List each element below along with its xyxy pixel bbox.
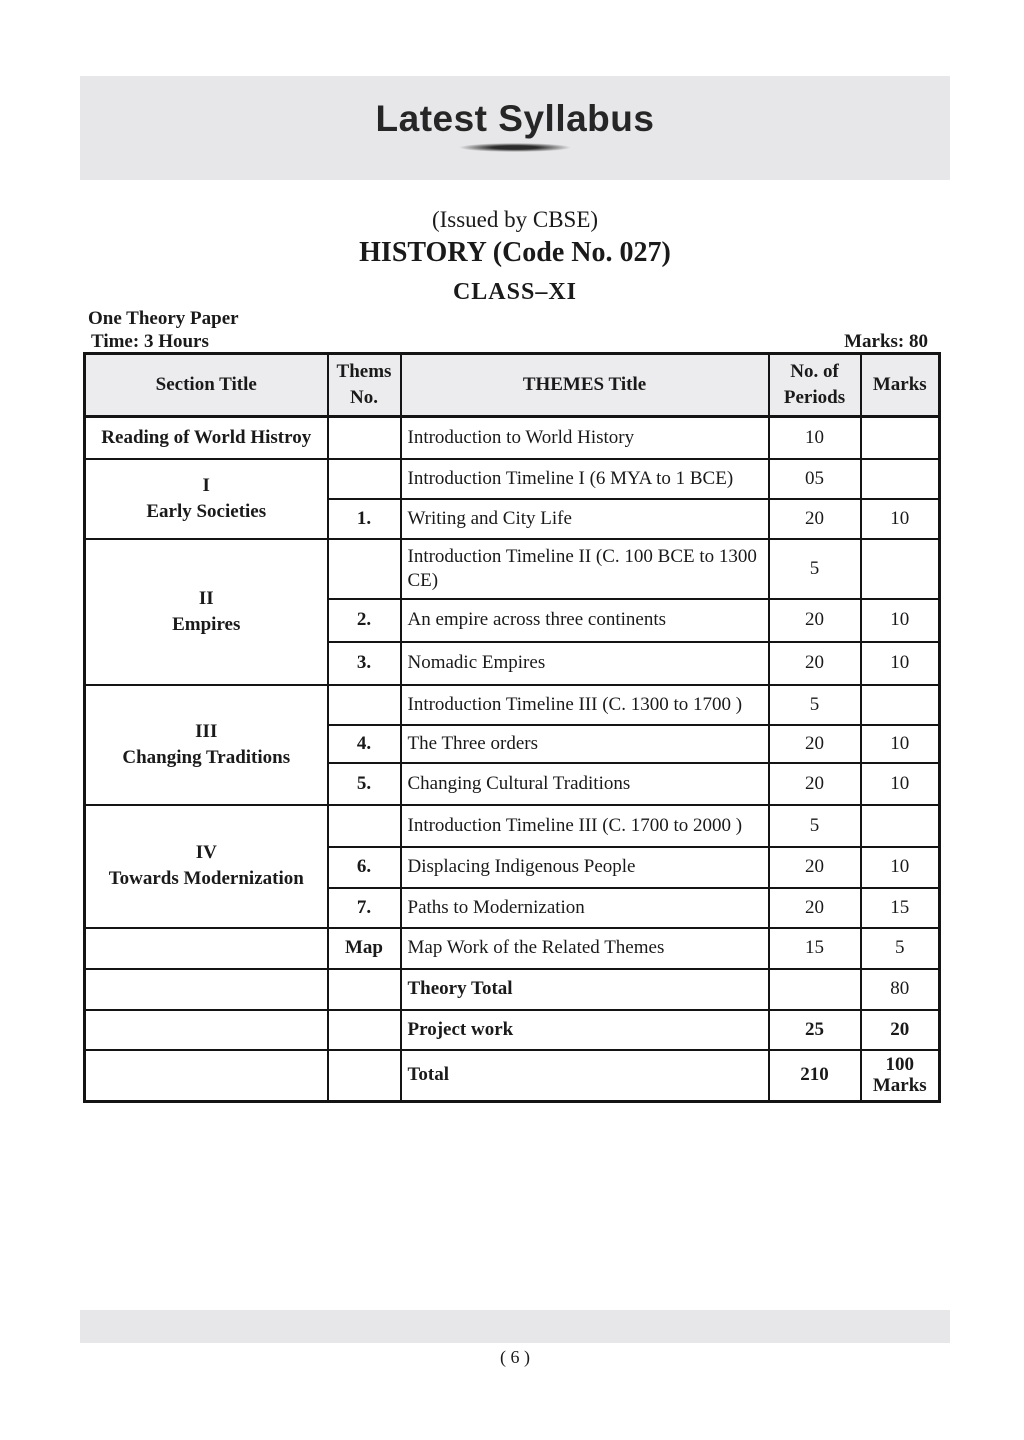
- periods-cell: 20: [769, 763, 861, 805]
- section-number: I: [202, 474, 210, 496]
- thems-no-cell: [328, 459, 401, 499]
- section-cell: [85, 969, 328, 1010]
- col-header-no-of-periods: No. of Periods: [769, 354, 861, 417]
- periods-cell: 20: [769, 599, 861, 642]
- issued-by-line: (Issued by CBSE): [431, 207, 599, 232]
- table-row: [85, 685, 940, 725]
- theme-title-cell: The Three orders: [401, 725, 769, 763]
- time-label: Time: 3 Hours: [91, 331, 209, 352]
- thems-no-cell: [328, 417, 401, 459]
- section-name: Early Societies: [146, 500, 267, 522]
- section-number: IV: [195, 842, 217, 864]
- table-row: [85, 459, 940, 499]
- thems-no-cell: 7.: [328, 888, 401, 928]
- marks-cell: [861, 805, 940, 847]
- banner-underline-decoration: [459, 143, 571, 152]
- marks-cell: 100 Marks: [861, 1050, 940, 1102]
- thems-no-cell: 1.: [328, 499, 401, 539]
- section-number: III: [195, 720, 218, 742]
- table-row: [85, 1050, 940, 1102]
- marks-cell: 10: [861, 642, 940, 685]
- marks-cell: 10: [861, 847, 940, 888]
- theme-title-cell: Writing and City Life: [401, 499, 769, 539]
- theme-title-cell: Introduction Timeline II (C. 100 BCE to 1300 CE): [401, 539, 769, 599]
- table-row: [85, 969, 940, 1010]
- periods-cell: 5: [769, 805, 861, 847]
- thems-no-cell: [328, 969, 401, 1010]
- theme-title-cell: Introduction to World History: [401, 417, 769, 459]
- col-header-themes-title: THEMES Title: [401, 354, 769, 417]
- thems-no-cell: [328, 539, 401, 599]
- section-cell: [85, 685, 328, 805]
- thems-no-cell: 6.: [328, 847, 401, 888]
- marks-label: Marks: 80: [844, 331, 928, 352]
- theme-title-cell: Displacing Indigenous People: [401, 847, 769, 888]
- thems-no-cell: [328, 1050, 401, 1102]
- section-cell: [85, 1010, 328, 1050]
- theme-title-cell: An empire across three continents: [401, 599, 769, 642]
- theme-title-cell: Introduction Timeline I (6 MYA to 1 BCE): [401, 459, 769, 499]
- table-row: [85, 539, 940, 599]
- thems-no-cell: [328, 1010, 401, 1050]
- thems-no-cell: 3.: [328, 642, 401, 685]
- marks-cell: 20: [861, 1010, 940, 1050]
- section-cell: Reading of World Histroy: [85, 417, 328, 459]
- section-cell: [85, 459, 328, 539]
- periods-cell: 20: [769, 847, 861, 888]
- periods-cell: 05: [769, 459, 861, 499]
- thems-no-cell: 4.: [328, 725, 401, 763]
- section-name: Empires: [172, 613, 241, 635]
- marks-cell: 80: [861, 969, 940, 1010]
- syllabus-table: [83, 352, 941, 1103]
- theme-title-cell: Map Work of the Related Themes: [401, 928, 769, 969]
- paper-type-label: One Theory Paper: [88, 308, 239, 329]
- section-cell: [85, 805, 328, 928]
- periods-cell: 5: [769, 685, 861, 725]
- marks-cell: 10: [861, 499, 940, 539]
- section-name: Changing Traditions: [122, 746, 291, 768]
- periods-cell: [769, 969, 861, 1010]
- periods-cell: 10: [769, 417, 861, 459]
- marks-cell: [861, 685, 940, 725]
- marks-cell: 10: [861, 763, 940, 805]
- marks-cell: 10: [861, 599, 940, 642]
- periods-cell: 5: [769, 539, 861, 599]
- subject-title: HISTORY (Code No. 027): [359, 237, 671, 268]
- section-number: II: [198, 587, 214, 609]
- col-header-section-title: Section Title: [85, 354, 328, 417]
- thems-no-cell: [328, 805, 401, 847]
- periods-cell: 20: [769, 888, 861, 928]
- periods-cell: 20: [769, 725, 861, 763]
- marks-cell: 5: [861, 928, 940, 969]
- thems-no-cell: 2.: [328, 599, 401, 642]
- table-header-row: [85, 354, 940, 417]
- page-number: ( 6 ): [500, 1347, 530, 1367]
- col-header-thems-no: Thems No.: [328, 354, 401, 417]
- col-header-marks: Marks: [861, 354, 940, 417]
- section-cell: [85, 1050, 328, 1102]
- marks-cell: 15: [861, 888, 940, 928]
- marks-cell: [861, 539, 940, 599]
- table-row: [85, 805, 940, 847]
- marks-cell: [861, 417, 940, 459]
- theme-title-cell: Changing Cultural Traditions: [401, 763, 769, 805]
- theme-title-cell: Nomadic Empires: [401, 642, 769, 685]
- table-row: [85, 928, 940, 969]
- periods-cell: 20: [769, 499, 861, 539]
- section-name: Towards Modernization: [108, 868, 304, 889]
- theme-title-cell: Introduction Timeline III (C. 1300 to 1700 ): [401, 685, 769, 725]
- thems-no-cell: Map: [328, 928, 401, 969]
- class-title: CLASS–XI: [452, 279, 578, 305]
- theme-title-cell: Project work: [401, 1010, 769, 1050]
- marks-cell: 10: [861, 725, 940, 763]
- periods-cell: 210: [769, 1050, 861, 1102]
- section-cell: [85, 928, 328, 969]
- theme-title-cell: Total: [401, 1050, 769, 1102]
- thems-no-cell: 5.: [328, 763, 401, 805]
- footer-bar: [80, 1310, 950, 1343]
- table-row: [85, 417, 940, 459]
- theme-title-cell: Introduction Timeline III (C. 1700 to 2000 ): [401, 805, 769, 847]
- theme-title-cell: Theory Total: [401, 969, 769, 1010]
- thems-no-cell: [328, 685, 401, 725]
- marks-cell: [861, 459, 940, 499]
- section-cell: [85, 539, 328, 685]
- theme-title-cell: Paths to Modernization: [401, 888, 769, 928]
- banner-title: Latest Syllabus: [375, 98, 655, 139]
- periods-cell: 20: [769, 642, 861, 685]
- periods-cell: 15: [769, 928, 861, 969]
- table-row: [85, 1010, 940, 1050]
- latest-syllabus-banner: [80, 76, 950, 180]
- periods-cell: 25: [769, 1010, 861, 1050]
